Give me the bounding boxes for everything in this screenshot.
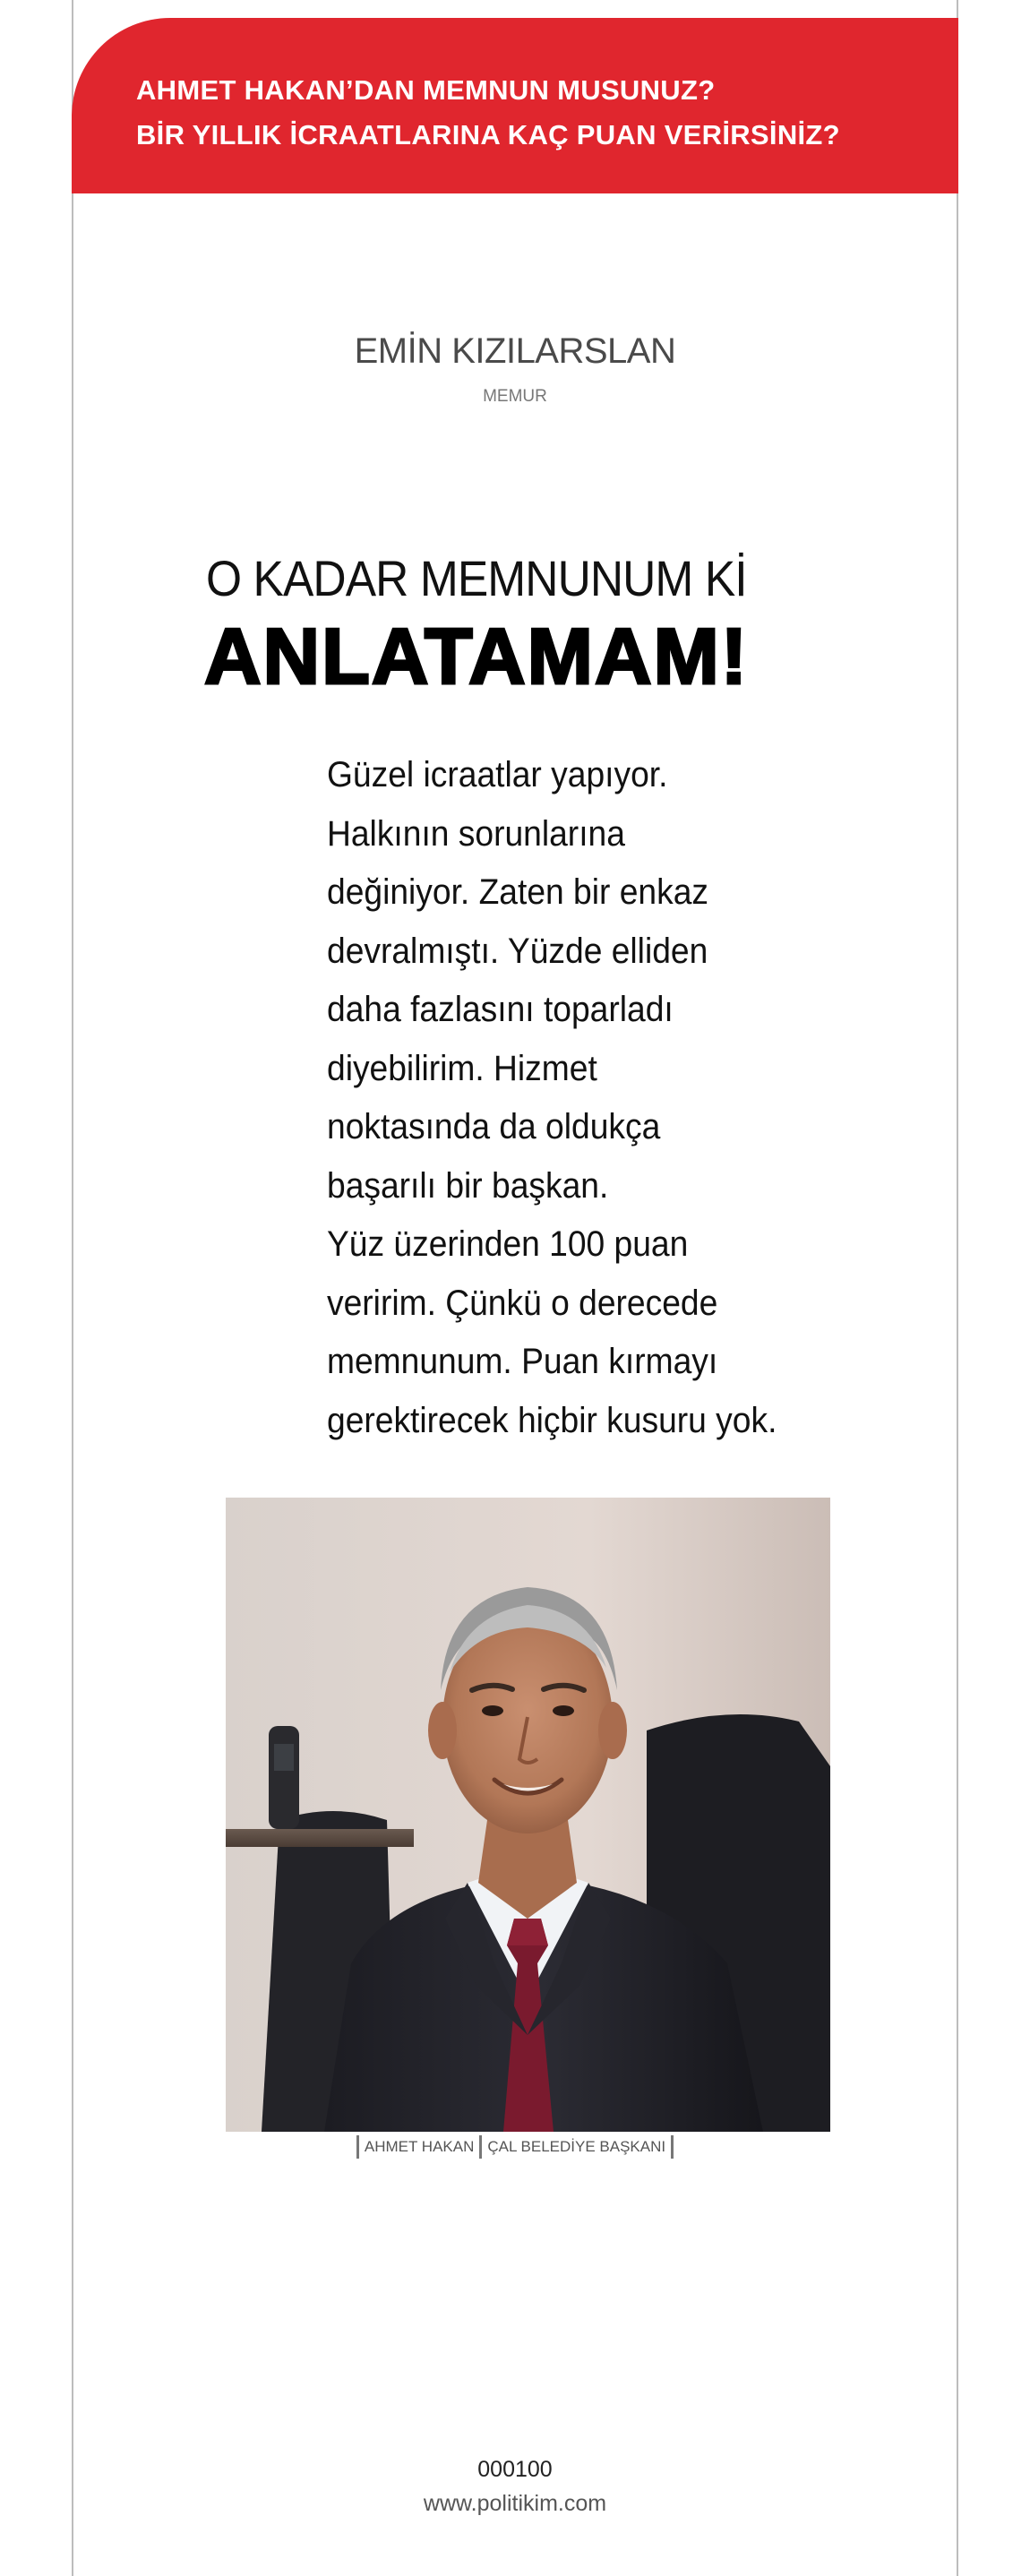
caption-person-title: ÇAL BELEDİYE BAŞKANI [487,2138,666,2155]
quote-line: gerektirecek hiçbir kusuru yok. [327,1400,777,1440]
question-line-1: AHMET HAKAN’DAN MEMNUN MUSUNUZ? [136,74,716,106]
quote-body [327,746,827,1450]
caption-divider [479,2135,482,2159]
quote-line: Halkının sorunlarına [327,813,625,854]
quote-line: başarılı bir başkan. [327,1165,609,1206]
quote-line: noktasında da oldukça [327,1107,661,1146]
photo-caption [0,2135,1030,2159]
caption-person-name: AHMET HAKAN [364,2138,475,2155]
mayor-portrait-photo [226,1498,830,2132]
respondent-name: EMİN KIZILARSLAN [354,331,676,371]
footer-website-link[interactable]: www.politikim.com [423,2491,607,2516]
quote-line: daha fazlasını toparladı [327,990,674,1029]
quote-line: devralmıştı. Yüzde elliden [327,931,708,971]
headline-line-2: ANLATAMAM! [204,612,750,700]
caption-divider [671,2135,674,2159]
quote-line: değiniyor. Zaten bir enkaz [327,872,708,912]
quote-line: Yüz üzerinden 100 puan [327,1224,689,1264]
respondent-role: MEMUR [483,387,547,406]
footer-code: 000100 [477,2457,553,2482]
question-banner [72,18,958,193]
quote-line: diyebilirim. Hizmet [327,1048,597,1088]
headline-line-1: O KADAR MEMNUNUM Kİ [206,550,747,606]
question-line-2: BİR YILLIK İCRAATLARINA KAÇ PUAN VERİRSİNİZ? [136,119,840,150]
quote-line: veririm. Çünkü o derecede [327,1283,718,1323]
caption-divider [356,2135,359,2159]
quote-line: Güzel icraatlar yapıyor. [327,755,668,794]
quote-line: memnunum. Puan kırmayı [327,1342,718,1381]
